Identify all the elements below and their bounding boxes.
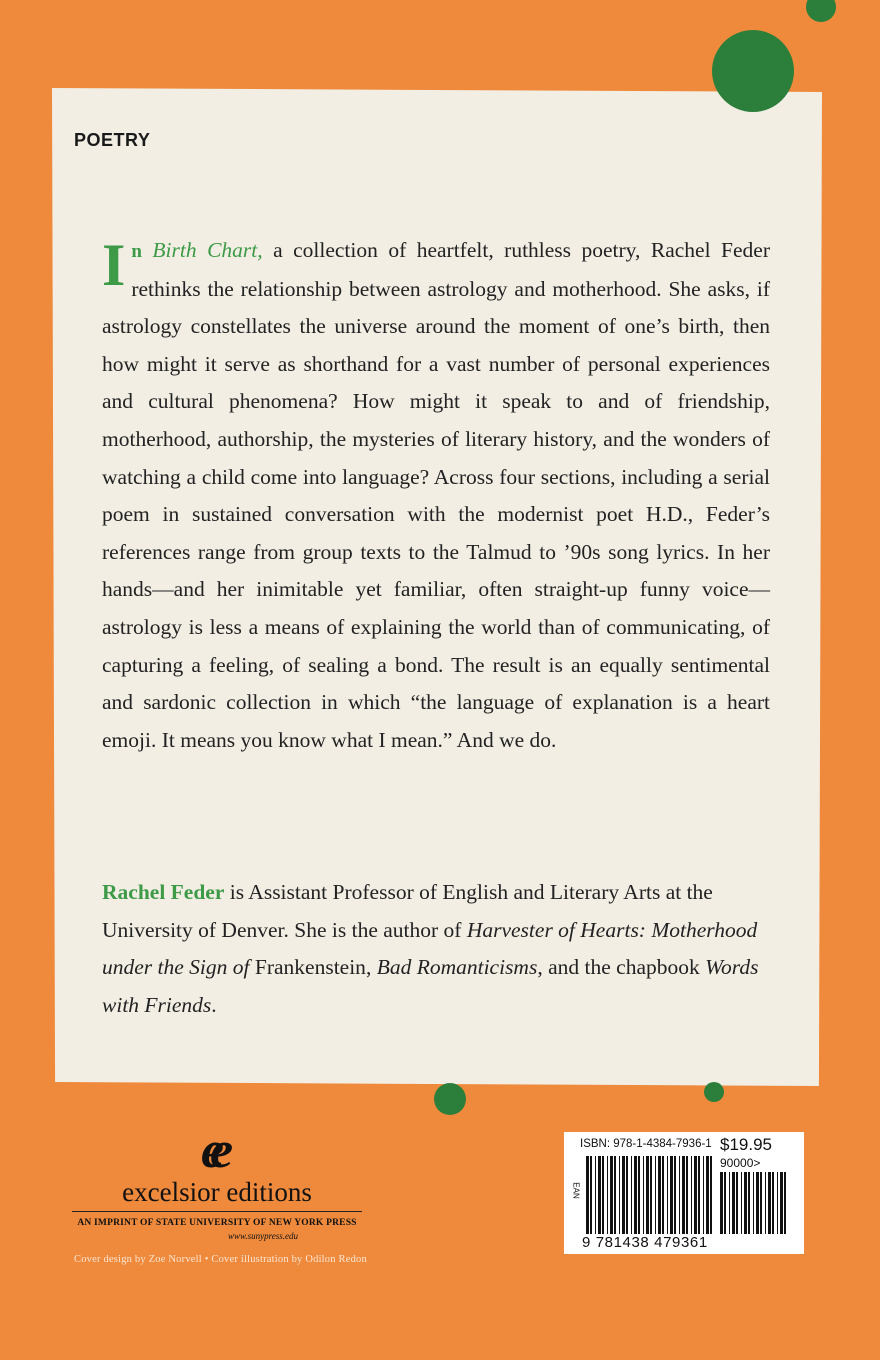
barcode-bar [586, 1156, 589, 1234]
barcode-bar [729, 1172, 730, 1234]
barcode-bar [772, 1172, 774, 1234]
decorative-dot [806, 0, 836, 22]
barcode-bar [674, 1156, 676, 1234]
barcode-bar [736, 1172, 738, 1234]
addon-barcode-bars [720, 1172, 786, 1234]
barcode-bar [643, 1156, 644, 1234]
barcode-bar [590, 1156, 592, 1234]
barcode-bar [631, 1156, 632, 1234]
price-addon: 90000> [720, 1156, 761, 1170]
barcode-bar [760, 1172, 762, 1234]
barcode-bar [698, 1156, 700, 1234]
barcode-bar [765, 1172, 766, 1234]
barcode-bar [610, 1156, 613, 1234]
bio-end: . [211, 992, 217, 1017]
publisher-imprint: AN IMPRINT OF STATE UNIVERSITY OF NEW YORK PRESS [77, 1218, 357, 1228]
barcode-bar [602, 1156, 604, 1234]
barcode-bar [619, 1156, 620, 1234]
barcode-bar [706, 1156, 709, 1234]
logo-divider [72, 1211, 362, 1212]
barcode-bar [682, 1156, 685, 1234]
barcode-bar [768, 1172, 771, 1234]
barcode-bar [784, 1172, 786, 1234]
barcode-bar [614, 1156, 616, 1234]
barcode-bar [756, 1172, 759, 1234]
publisher-name: excelsior editions [122, 1177, 312, 1207]
barcode-bar [753, 1172, 754, 1234]
barcode-bar [694, 1156, 697, 1234]
category-label: POETRY [74, 130, 151, 150]
barcode-bar [658, 1156, 661, 1234]
author-name: Rachel Feder [102, 880, 225, 904]
book-description [102, 232, 770, 759]
barcode-bar [691, 1156, 692, 1234]
author-bio [102, 874, 770, 1024]
barcode-bar [662, 1156, 664, 1234]
bio-book-title-tail: Frankenstein [249, 955, 366, 980]
book-title: Birth Chart, [152, 238, 263, 262]
barcode-bar [710, 1156, 712, 1234]
publisher-mark: ee [200, 1122, 220, 1179]
lead-letter: n [131, 241, 142, 262]
barcode-bar [720, 1172, 723, 1234]
barcode-bar [638, 1156, 640, 1234]
barcode-bar [679, 1156, 680, 1234]
price: $19.95 [720, 1135, 772, 1154]
bio-text: is Assistant Professor of English and Literary Arts at the University of Denver. She is the author of [102, 880, 713, 942]
barcode-bar [626, 1156, 628, 1234]
barcode-bar [646, 1156, 649, 1234]
decorative-dot [434, 1083, 466, 1115]
barcode-bar [634, 1156, 637, 1234]
ean-label: EAN [571, 1182, 581, 1199]
bio-book-title: Harvester of Hearts: Motherhood under the Sign of [102, 917, 758, 980]
description-text: a collection of heartfelt, ruthless poetry, Rachel Feder rethinks the relationship between astrology and motherhood. She asks, if astrology constellates the universe around the moment of one’s birth, then how might it serve as shorthand for a vast number of personal experiences and cultural phenomena? How might it speak to and of friendship, motherhood, authorship, the mysteries of literary history, and the wonders of watching a child come into language? Across four sections, including a serial poem in sustained conversation with the modernist poet H.D., Feder’s references range from group texts to the Talmud to ’90s song lyrics. In her hands—and her inimitable yet familiar, often straight-up funny voice—astrology is less a means of explaining the world than of communicating, of capturing a feeling, of sealing a bond. The result is an equally sentimental and sardonic collection in which “the language of explanation is a heart emoji. It means you know what I mean.” And we do. [102, 238, 770, 752]
barcode-box [564, 1132, 804, 1254]
barcode-digits: 9 781438 479361 [582, 1234, 708, 1251]
barcode-bar [655, 1156, 656, 1234]
barcode-bar [724, 1172, 726, 1234]
publisher-url: www.sunypress.edu [227, 1231, 298, 1241]
bio-separator: , and the chapbook [537, 955, 706, 980]
barcode-bar [622, 1156, 625, 1234]
bio-separator: , [365, 955, 377, 980]
barcode-bar [777, 1172, 778, 1234]
barcode-bar [595, 1156, 596, 1234]
barcode-bar [741, 1172, 742, 1234]
isbn-label: ISBN: 978-1-4384-7936-1 [580, 1138, 712, 1150]
barcode-bar [744, 1172, 747, 1234]
drop-cap: I [102, 232, 126, 298]
cover-credits: Cover design by Zoe Norvell • Cover illustration by Odilon Redon [74, 1254, 367, 1265]
barcode-bar [598, 1156, 601, 1234]
barcode-bar [607, 1156, 608, 1234]
bio-book-title: Words with Friends [102, 955, 759, 1017]
bio-book-title: Bad Romanticisms [376, 955, 538, 980]
barcode-bar [732, 1172, 735, 1234]
barcode-bar [667, 1156, 668, 1234]
publisher-logo [72, 1122, 362, 1241]
barcode-bar [748, 1172, 750, 1234]
decorative-dot [712, 30, 794, 112]
decorative-dot [704, 1082, 724, 1102]
barcode-bar [780, 1172, 783, 1234]
barcode-bars [586, 1156, 714, 1234]
barcode-bar [670, 1156, 673, 1234]
barcode-bar [686, 1156, 688, 1234]
barcode-bar [703, 1156, 704, 1234]
barcode-bar [650, 1156, 652, 1234]
